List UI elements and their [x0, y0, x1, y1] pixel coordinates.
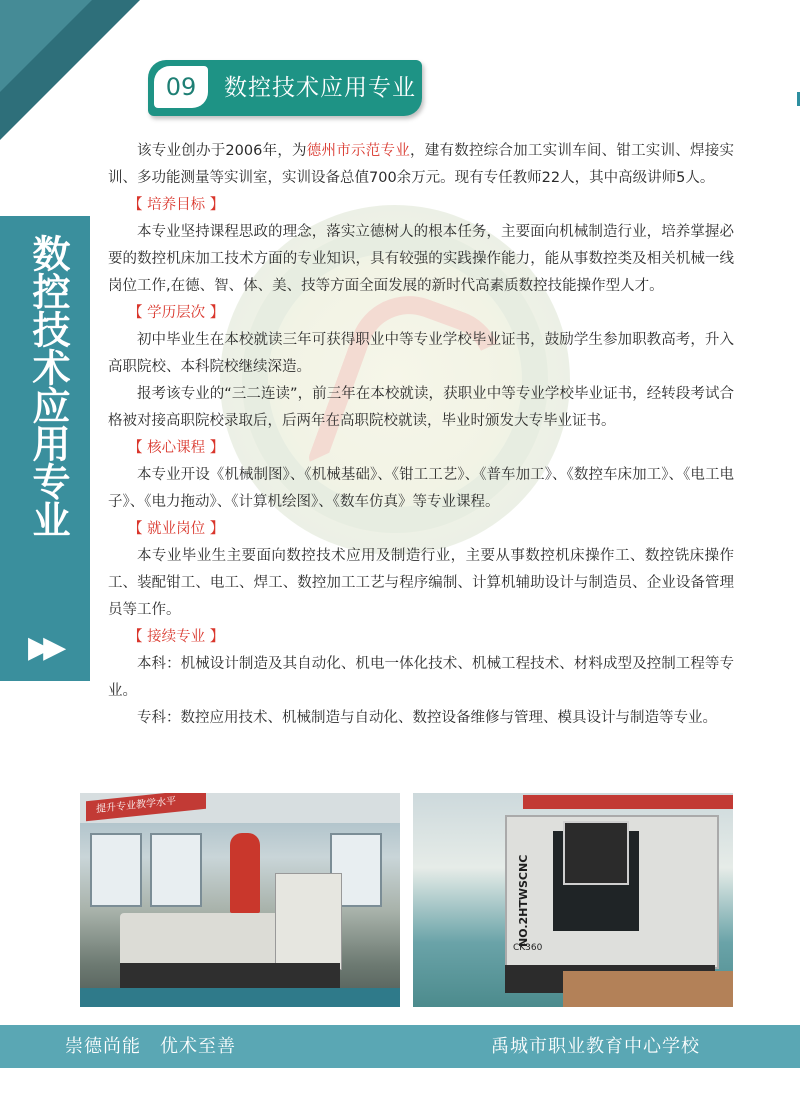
highlight-text: 德州市示范专业: [306, 143, 410, 159]
double-arrow-icon: ▶▶: [28, 630, 59, 665]
further-paragraph-college: 专科：数控应用技术、机械制造与自动化、数控设备维修与管理、模具设计与制造等专业。: [137, 710, 717, 726]
section-heading-further: 【 接续专业 】: [128, 629, 225, 645]
workshop-photo-lathe: [80, 793, 400, 1007]
side-banner: [0, 216, 90, 681]
page-title: 数控技术应用专业: [224, 75, 416, 101]
main-content: [108, 138, 734, 732]
footer-bar: [0, 1025, 800, 1068]
section-heading-goal: 【 培养目标 】: [128, 197, 225, 213]
footer-motto: 崇德尚能 优术至善: [65, 1036, 236, 1057]
section-heading-jobs: 【 就业岗位 】: [128, 521, 225, 537]
machine-brand-label: NO.2HTWSCNC: [517, 854, 530, 947]
goal-paragraph: 本专业坚持课程思政的理念，落实立德树人的根本任务，主要面向机械制造行业，培养掌握必要的数控机床加工技术方面的专业知识，具有较强的实践操作能力，能从事数控类及相关机械一线岗位工作,在德、智、体、美、技等方面全面发展的新时代高素质数控技能操作型人才。: [108, 224, 734, 294]
student-figure: [230, 833, 260, 913]
further-paragraph-bachelor: 本科：机械设计制造及其自动化、机电一体化技术、机械工程技术、材料成型及控制工程等专业。: [108, 656, 734, 699]
corner-decoration-light: [0, 0, 92, 92]
cnc-control-panel: [563, 821, 629, 885]
section-title-badge: [148, 60, 422, 116]
courses-paragraph: 本专业开设《机械制图》、《机械基础》、《钳工工艺》、《普车加工》、《数控车床加工》、《电工电子》、《电力拖动》、《计算机绘图》、《数车仿真》等专业课程。: [108, 467, 734, 510]
section-number: 09: [154, 66, 208, 108]
intro-paragraph: 该专业创办于2006年，为德州市示范专业，建有数控综合加工实训车间、钳工实训、焊接实训、多功能测量等实训室，实训设备总值700余万元。现有专任教师22人，其中高级讲师5人。: [108, 143, 735, 186]
photo-banner-text: 提升专业教学水平: [86, 793, 206, 821]
section-heading-education: 【 学历层次 】: [128, 305, 225, 321]
section-heading-courses: 【 核心课程 】: [128, 440, 225, 456]
jobs-paragraph: 本专业毕业生主要面向数控技术应用及制造行业，主要从事数控机床操作工、数控铣床操作工、装配钳工、电工、焊工、数控加工工艺与程序编制、计算机辅助设计与制造员、企业设备管理员等工作。: [108, 548, 734, 618]
side-banner-text: 数控技术应用专业: [26, 234, 70, 538]
education-paragraph-1: 初中毕业生在本校就读三年可获得职业中等专业学校毕业证书，鼓励学生参加职教高考，升入高职院校、本科院校继续深造。: [108, 332, 734, 375]
machine-model-label: CK360: [513, 943, 543, 953]
footer-school-name: 禹城市职业教育中心学校: [491, 1036, 700, 1057]
workshop-photo-cnc-machine: [413, 793, 733, 1007]
education-paragraph-2: 报考该专业的“三二连读”，前三年在本校就读，获职业中等专业学校毕业证书，经转段考试合格被对接高职院校录取后，后两年在高职院校就读，毕业时颁发大专毕业证书。: [108, 386, 734, 429]
